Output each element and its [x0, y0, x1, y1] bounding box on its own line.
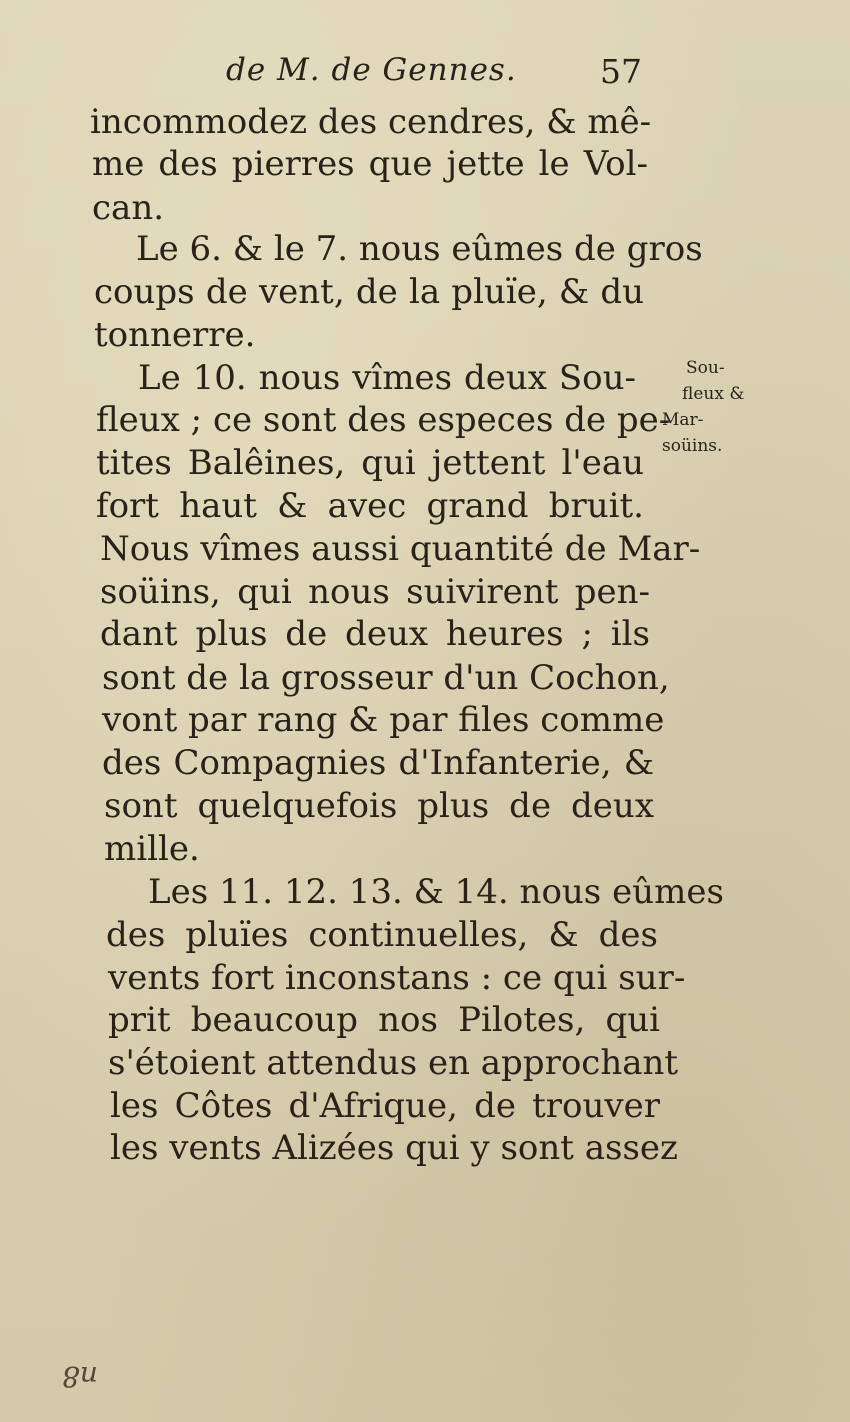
page-number: 57	[600, 52, 642, 91]
text-line: Les 11. 12. 13. & 14. nous eûmes	[148, 872, 724, 912]
text-line: prit beaucoup nos Pilotes, qui	[108, 1000, 660, 1040]
text-line: soüins, qui nous suivirent pen-	[100, 572, 650, 612]
text-line: Le 10. nous vîmes deux Sou-	[138, 358, 636, 398]
page-header	[0, 52, 850, 100]
margin-note-line: soüins.	[662, 436, 723, 456]
text-line: vont par rang & par files comme	[102, 700, 665, 740]
text-line: vents fort inconstans : ce qui sur-	[108, 958, 686, 998]
text-line: les vents Alizées qui y sont assez	[110, 1128, 678, 1168]
handwritten-annotation: n8	[62, 1360, 98, 1393]
text-line: dant plus de deux heures ; ils	[100, 614, 650, 654]
text-line: incommodez des cendres, & mê-	[90, 102, 652, 142]
margin-note-line: fleux &	[682, 384, 745, 404]
text-line: coups de vent, de la pluïe, & du	[94, 272, 644, 312]
margin-note-line: Sou-	[686, 358, 725, 378]
text-line: mille.	[104, 829, 200, 869]
text-line: sont quelquefois plus de deux	[104, 786, 654, 826]
text-line: s'étoient attendus en approchant	[108, 1043, 679, 1083]
margin-note-line: Mar-	[662, 410, 704, 430]
text-line: des Compagnies d'Infanterie, &	[102, 743, 654, 783]
text-line: Nous vîmes aussi quantité de Mar-	[100, 529, 701, 569]
text-line: les Côtes d'Afrique, de trouver	[110, 1086, 660, 1126]
text-line: tites Balêines, qui jettent l'eau	[96, 443, 644, 483]
text-line: can.	[92, 188, 165, 228]
text-line: me des pierres que jette le Vol-	[92, 144, 648, 184]
text-line: fleux ; ce sont des especes de pe-	[96, 400, 671, 440]
text-line: tonnerre.	[94, 315, 256, 355]
text-line: fort haut & avec grand bruit.	[96, 486, 644, 526]
text-line: des pluïes continuelles, & des	[106, 915, 658, 955]
running-head: de M. de Gennes.	[226, 52, 517, 88]
text-line: Le 6. & le 7. nous eûmes de gros	[136, 229, 703, 269]
text-line: sont de la grosseur d'un Cochon,	[102, 658, 670, 698]
